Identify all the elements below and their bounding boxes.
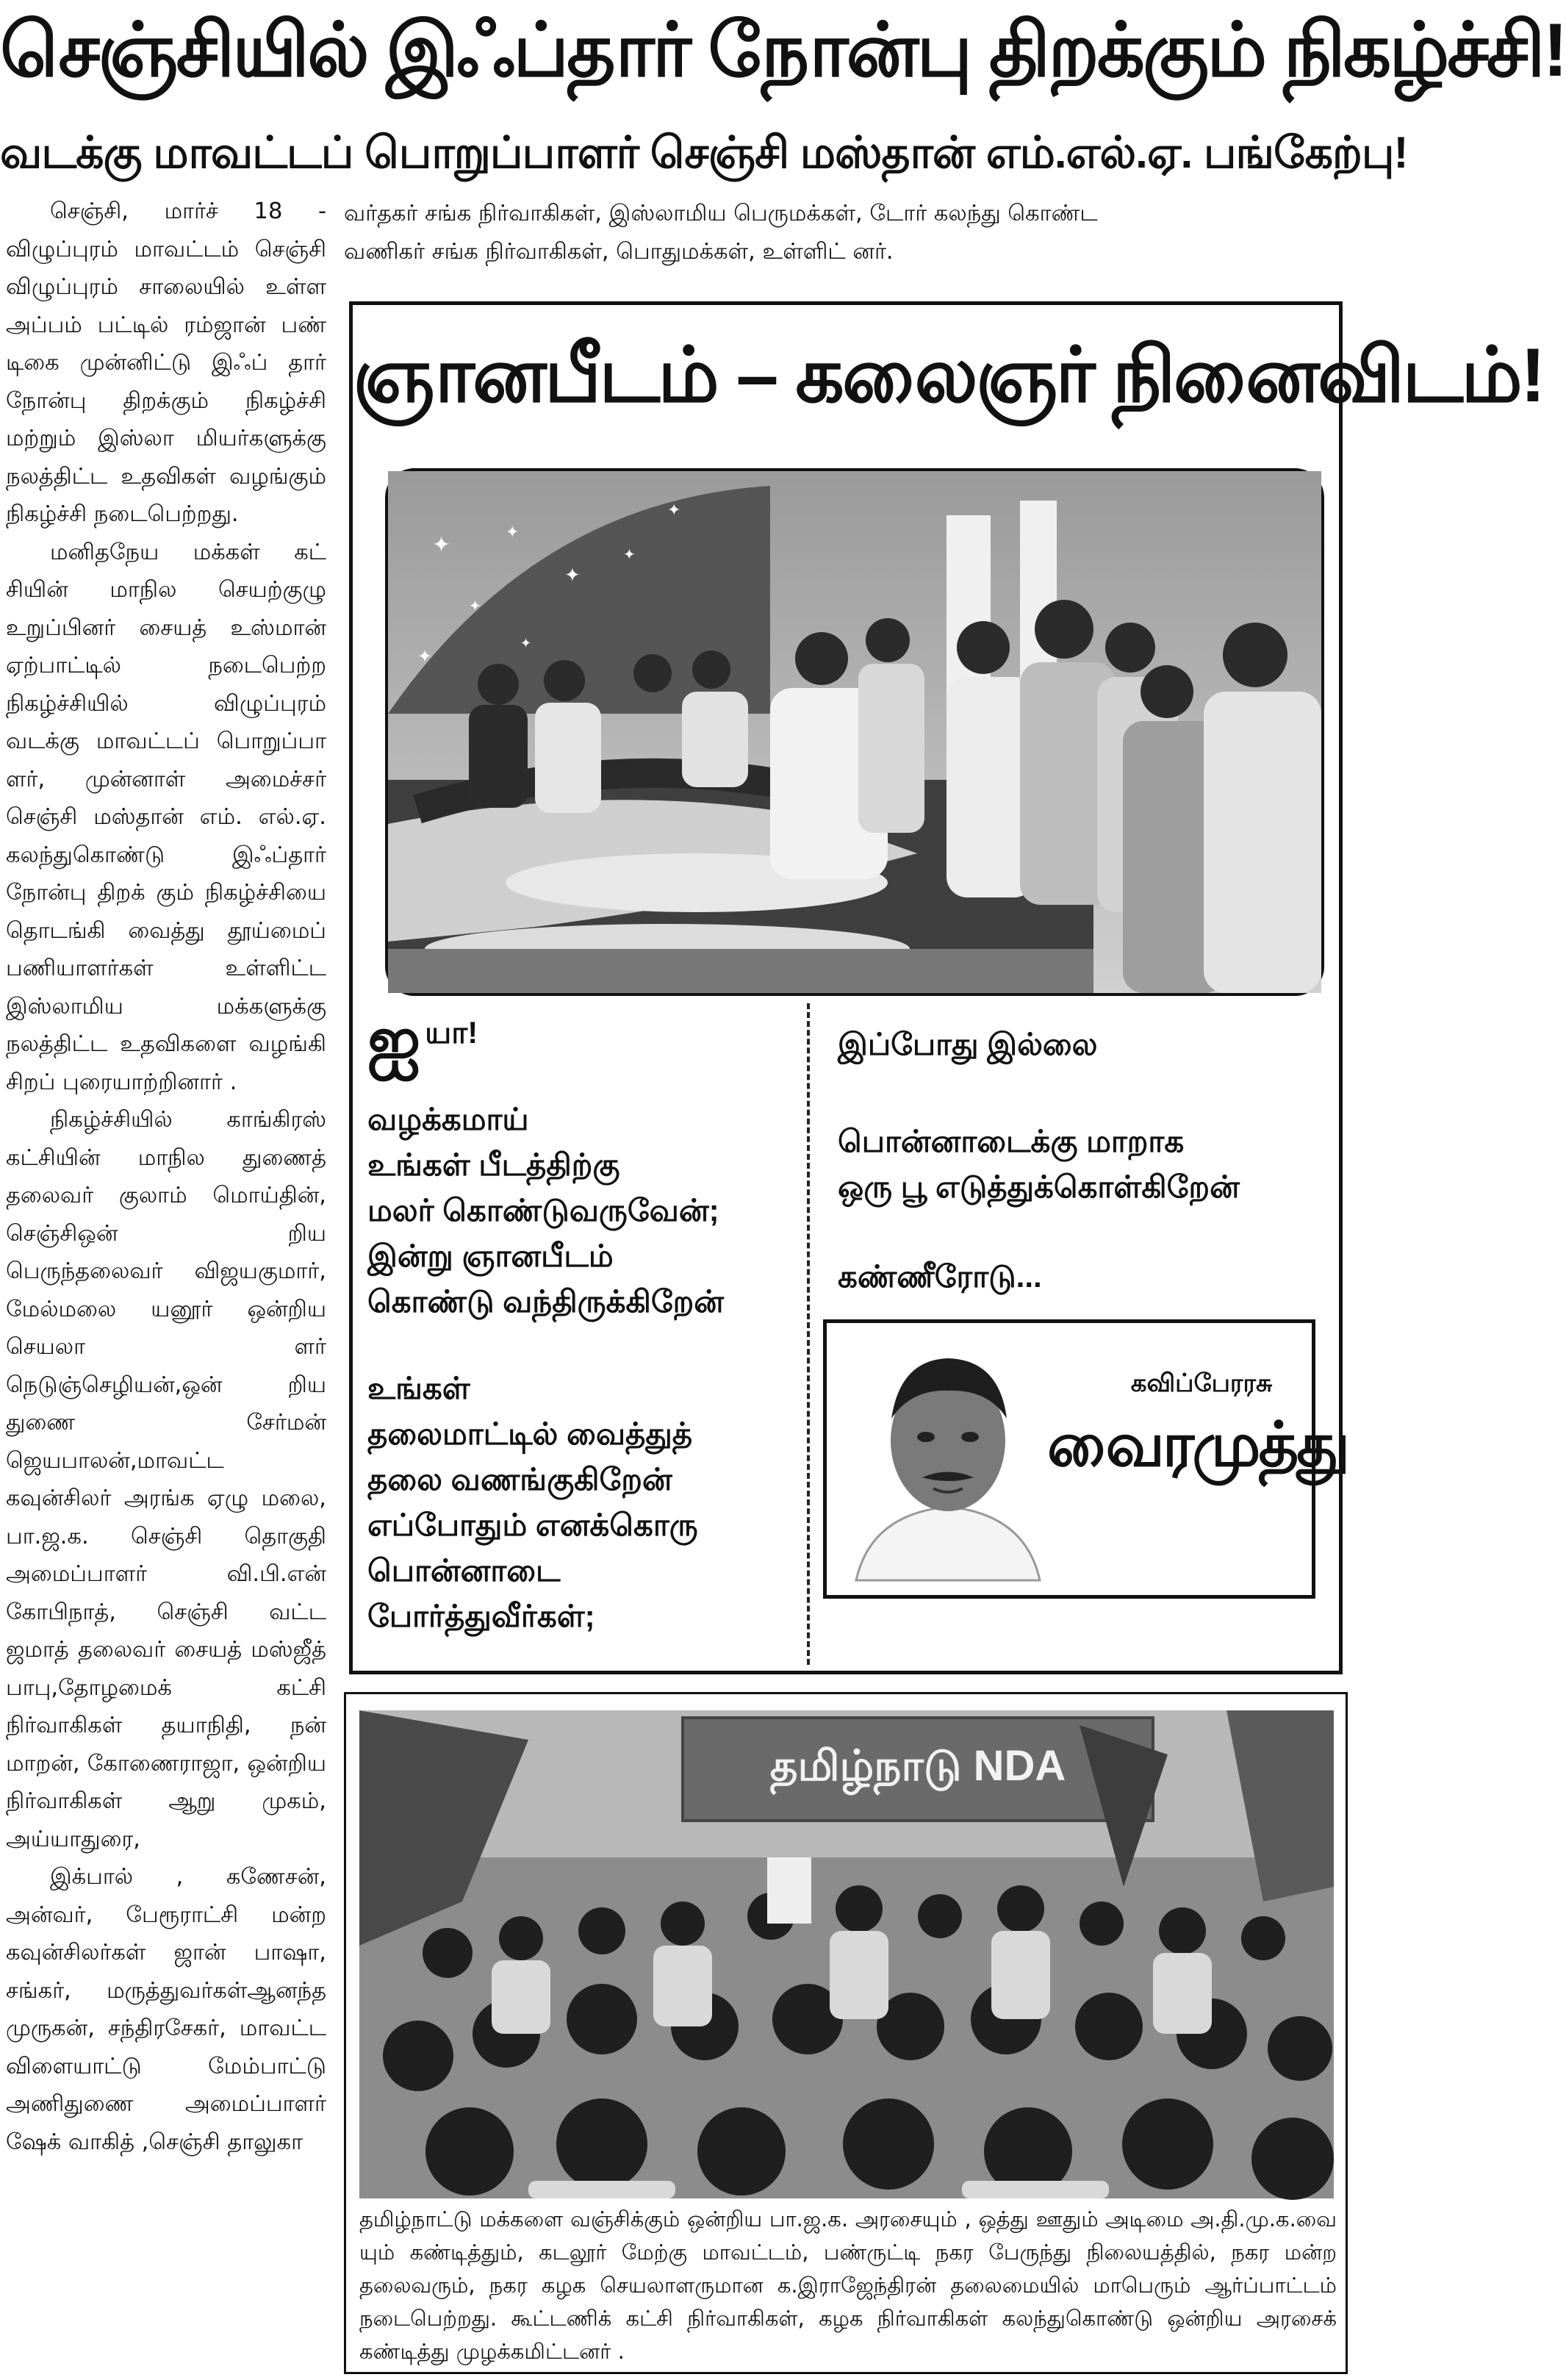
svg-text:✦: ✦ bbox=[564, 564, 581, 587]
article-continuation bbox=[344, 195, 1351, 271]
protest-photo bbox=[359, 1710, 1334, 2198]
poem-line: கொண்டு வந்திருக்கிறேன் bbox=[367, 1284, 724, 1319]
poem-line: ஒரு பூ எடுத்துக்கொள்கிறேன் bbox=[838, 1169, 1240, 1204]
headline: செஞ்சியில் இஃப்தார் நோன்பு திறக்கும் நிகழ்ச்சி! bbox=[0, 8, 1566, 92]
continuation-line: வர்தகர் சங்க நிர்வாகிகள், இஸ்லாமிய பெருமக்கள், டோர் கலந்து கொண்ட bbox=[344, 201, 1098, 226]
poem-line: பொன்னாடை போர்த்துவீர்கள்; bbox=[367, 1553, 595, 1633]
poem-line: தலை வணங்குகிறேன் bbox=[367, 1462, 672, 1497]
article-paragraph: செஞ்சி, மார்ச் 18 - விழுப்புரம் மாவட்டம் செஞ்சி விழுப்புரம் சாலையில் உள்ள அப்பம் பட்டில் ரம்ஜான் பண் டிகை முன்னிட்டு இஃப் தார் நோன்பு திறக்கும் நிகழ்ச்சி மற்றும் இஸ்லா மியர்களுக்கு நலத்திட்ட உதவிகள் வழங்கும் நிகழ்ச்சி நடைபெற்றது. bbox=[6, 198, 326, 527]
poem-left-column bbox=[367, 1000, 794, 1639]
poem-greeting-rest: யா! bbox=[425, 1015, 478, 1050]
svg-text:✦: ✦ bbox=[506, 523, 520, 542]
banner-text: தமிழ்நாடு NDA bbox=[769, 1742, 1066, 1790]
memorial-photo bbox=[385, 468, 1324, 996]
poem-closing: கண்ணீரோடு... bbox=[838, 1259, 1042, 1294]
svg-text:✦: ✦ bbox=[623, 545, 636, 563]
article-paragraph: இக்பால் , கணேசன், அன்வர், பேரூராட்சி மன்ற கவுன்சிலர்கள் ஜான் பாஷா, சங்கர், மருத்துவர்கள்ஆனந்த முருகன், சந்திரசேகர், மாவட்ட விளையாட்டு மேம்பாட்டு அணிதுணை அமைப்பாளர் ஷேக் வாகித் ,செஞ்சி தாலுகா bbox=[6, 1864, 326, 2155]
poem-greeting bbox=[367, 1000, 794, 1080]
poem-line: தலைமாட்டில் வைத்துத் bbox=[367, 1416, 693, 1451]
ad-title: ஞானபீடம் – கலைஞர் நினைவிடம்! bbox=[353, 333, 1544, 418]
poem-greeting-initial: ஐ bbox=[367, 1003, 421, 1077]
svg-text:✦: ✦ bbox=[469, 597, 481, 614]
svg-text:✦: ✦ bbox=[432, 532, 451, 558]
ad-divider bbox=[807, 1003, 810, 1665]
poem-right-column bbox=[838, 1022, 1323, 1300]
poet-title: கவிப்பேரரசு bbox=[1130, 1369, 1273, 1397]
svg-text:✦: ✦ bbox=[417, 646, 433, 667]
protest-photo-illustration bbox=[359, 1710, 1334, 2198]
tribute-ad-box bbox=[349, 301, 1544, 1674]
continuation-line: வணிகர் சங்க நிர்வாகிகள், பொதுமக்கள், உள்ளிட் னர். bbox=[344, 239, 894, 265]
article-left-column bbox=[6, 193, 326, 2161]
poet-portrait bbox=[841, 1338, 1055, 1580]
article-paragraph: நிகழ்ச்சியில் காங்கிரஸ் கட்சியின் மாநில துணைத் தலைவர் குலாம் மொய்தின், செஞ்சிஒன் றிய பெருந்தலைவர் விஜயகுமார், மேல்மலை யனூர் ஒன்றிய செயலா ளர் நெடுஞ்செழியன்,ஒன் றிய துணை சேர்மன் ஜெயபாலன்,மாவட்ட கவுன்சிலர் அரங்க ஏழு மலை, பா.ஜ.க. செஞ்சி தொகுதி அமைப்பாளர் வி.பி.என் கோபிநாத், செஞ்சி வட்ட ஜமாத் தலைவர் சையத் மஸ்ஜீத் பாபு,தோழமைக் கட்சி நிர்வாகிகள் தயாநிதி, நன் மாறன், கோணைராஜா, ஒன்றிய நிர்வாகிகள் ஆறு முகம், அய்யாதுரை, bbox=[6, 1107, 326, 1852]
poem-line: இன்று ஞானபீடம் bbox=[367, 1239, 614, 1273]
poem-line: இப்போது இல்லை bbox=[838, 1027, 1098, 1061]
svg-text:✦: ✦ bbox=[667, 501, 681, 520]
poem-line: உங்கள் பீடத்திற்கு bbox=[367, 1147, 620, 1182]
article-paragraph: மனிதநேய மக்கள் கட் சியின் மாநில செயற்குழு உறுப்பினர் சையத் உஸ்மான் ஏற்பாட்டில் நடைபெற்ற நிகழ்ச்சியில் விழுப்புரம் வடக்கு மாவட்டப் பொறுப்பா ளர், முன்னாள் அமைச்சர் செஞ்சி மஸ்தான் எம். எல்.ஏ. கலந்துகொண்டு இஃப்தார் நோன்பு திறக் கும் நிகழ்ச்சியை தொடங்கி வைத்து தூய்மைப் பணியாளர்கள் உள்ளிட்ட இஸ்லாமிய மக்களுக்கு நலத்திட்ட உதவிகளை வழங்கி சிறப் புரையாற்றினார் . bbox=[6, 539, 326, 1095]
poem-line: வழக்கமாய் bbox=[367, 1102, 529, 1136]
memorial-photo-illustration bbox=[388, 471, 1321, 993]
poem-line: உங்கள் bbox=[367, 1371, 470, 1405]
poem-line: மலர் கொண்டுவருவேன்; bbox=[367, 1193, 719, 1227]
poem-line: பொன்னாடைக்கு மாறாக bbox=[838, 1124, 1185, 1158]
poet-name: வைரமுத்து bbox=[1047, 1410, 1348, 1479]
poem-line: எப்போதும் எனக்கொரு bbox=[367, 1508, 698, 1542]
poet-signature-box bbox=[823, 1319, 1348, 1599]
photo-caption: தமிழ்நாட்டு மக்களை வஞ்சிக்கும் ஒன்றிய பா.ஜ.க. அரசையும் , ஒத்து ஊதும் அடிமை அ.தி.மு.க.வை யும் கண்டித்தும், கடலூர் மேற்கு மாவட்டம், பண்ருட்டி நகர பேருந்து நிலையத்தில், நகர மன்ற தலைவரும், நகர கழக செயலாளருமான க.இராஜேந்திரன் தலைமையில் மாபெரும் ஆர்ப்பாட்டம் நடைபெற்றது. கூட்டணிக் கட்சி நிர்வாகிகள், கழக நிர்வாகிகள் கலந்துகொண்டு ஒன்றிய அரசைக் கண்டித்து முழக்கமிட்டனர் . bbox=[359, 2207, 1337, 2364]
subheadline: வடக்கு மாவட்டப் பொறுப்பாளர் செஞ்சி மஸ்தான் எம்.எல்.ஏ. பங்கேற்பு! bbox=[0, 128, 1408, 177]
svg-text:✦: ✦ bbox=[520, 636, 532, 651]
news-photo-box bbox=[344, 1692, 1348, 2374]
